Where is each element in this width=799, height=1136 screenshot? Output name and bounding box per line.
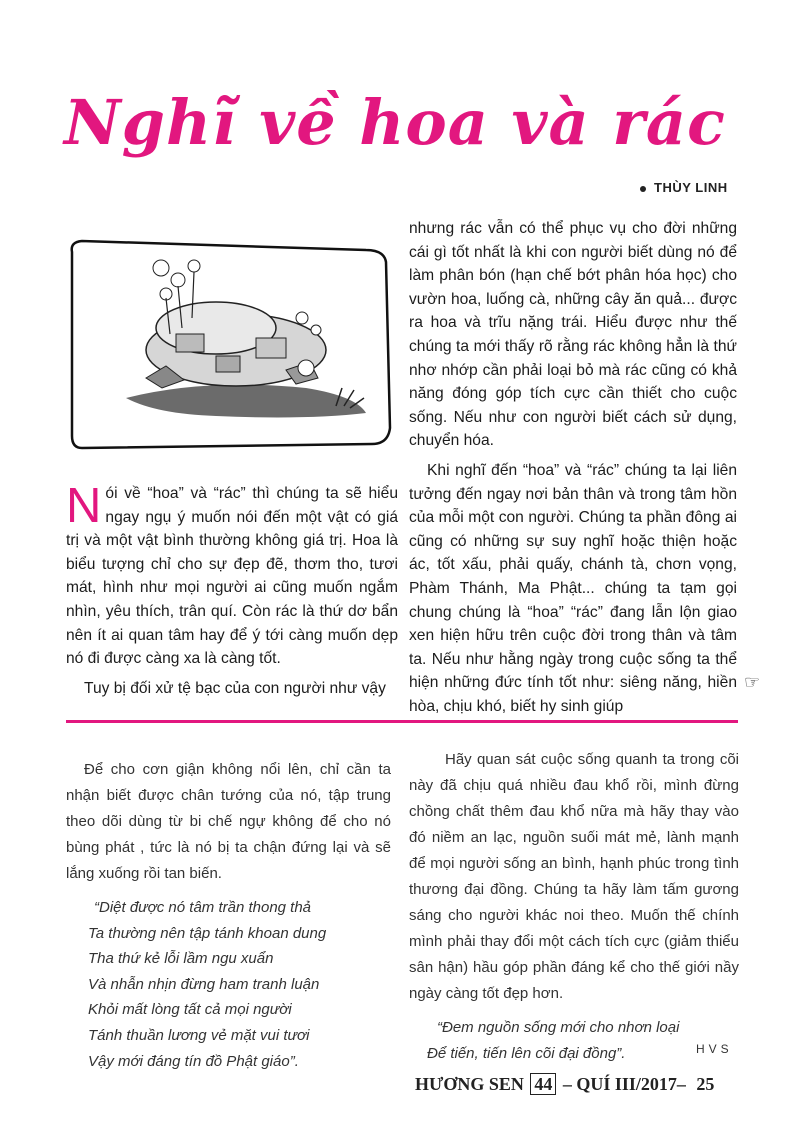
paragraph: Để cho cơn giận không nổi lên, chỉ cần ta nhận biết được chân tướng của nó, tập trung theo dõi dùng từ bi chế ngự không để cho nó bùng phát , tức là nó bị ta chận đứng lại và sẽ lắng xuống rồi tan biến.	[66, 761, 391, 882]
poem-line: “Đem nguồn sống mới cho nhơn loại	[437, 1019, 680, 1036]
page-footer	[415, 1073, 714, 1095]
bullet-icon	[640, 186, 646, 192]
dropcap-letter: N	[66, 479, 102, 533]
paragraph: Tuy bị đối xử tệ bạc của con người như vậy	[84, 679, 386, 697]
magazine-name: HƯƠNG SEN	[415, 1074, 524, 1094]
poem-line: Tha thứ kẻ lỗi lầm ngu xuẩn	[88, 950, 274, 968]
poem-verse	[409, 1015, 739, 1066]
poem-line: Để tiến, tiến lên cõi đại đồng”.	[427, 1044, 626, 1062]
article-column-left	[66, 479, 398, 706]
paragraph: Hãy quan sát cuộc sống quanh ta trong cõi này đã chịu quá nhiều đau khổ rồi, mình đừng chồng chất thêm đau khổ nữa mà hãy thay vào đó niềm an lạc, nguồn suối mát mẻ, lành mạnh để mọi người sống an bình, hạnh phúc trong tình thương đại đồng. Chúng ta hãy làm tấm gương sáng cho người khác noi theo. Muốn thế chính mình phải thay đổi một cách tích cực (giảm thiểu sân hận) hầu góp phần đáng kể cho thế giới nầy ngày càng tốt đẹp hơn.	[409, 751, 739, 1002]
bottom-column-right	[409, 747, 739, 1066]
poem-line: “Diệt được nó tâm trần thong thả	[94, 899, 312, 916]
issue-period: – QUÍ III/2017–	[562, 1074, 686, 1094]
paragraph-intro	[66, 479, 398, 671]
poem-verse	[66, 895, 391, 1074]
bottom-column-left	[66, 757, 391, 1074]
article-column-right	[409, 217, 737, 724]
signature: HVS	[696, 1042, 733, 1056]
article-illustration	[66, 238, 396, 456]
page-number: 25	[696, 1074, 715, 1094]
article-title: Nghĩ về hoa và rác	[64, 86, 726, 159]
paragraph: nhưng rác vẫn có thể phục vụ cho đời những cái gì tốt nhất là khi con người biết dùng nó để làm phân bón (hạn chế bớt phân hóa học) cho vườn hoa, luống cà, những cây ăn quả... được ra hoa và trĩu nặng trái. Hiểu được như thế chúng ta mới thấy rõ rằng rác không hẳn là thứ nhơ nhớp cần phải loại bỏ mà rác cũng có khả năng đóng góp tích cực cần thiết cho cuộc sống. Nếu như con người biết cách sử dụng, chuyển hóa.	[409, 220, 737, 450]
paragraph-intro-text: ói về “hoa” và “rác” thì chúng ta sẽ hiểu ngay ngụ ý muốn nói đến một vật có giá trị và một vật bình thường không giá trị. Hoa là biểu tượng chỉ cho sự đẹp đẽ, thơm tho, tươi mát, hình như mọi người ai cũng muốn ngắm nhìn, yêu thích, trân quí. Còn rác là thứ dơ bẩn nên ít ai quan tâm hay để ý tới càng muốn dẹp nó đi được càng xa là càng tốt.	[66, 485, 398, 668]
author-name: THÙY LINH	[654, 180, 728, 195]
pointing-hand-icon: ☞	[744, 672, 761, 693]
paragraph: Khi nghĩ đến “hoa” và “rác” chúng ta lại liên tưởng đến ngay nơi bản thân và trong tâm hồn của mỗi một con người. Chúng ta phần đông ai cũng có những sự suy nghĩ hoặc thiện hoặc ác, tốt xấu, phải quấy, chánh tà, chơn vọng, Phàm Thánh, Ma Phật... chúng ta tạm gọi chung chúng là “hoa” “rác” đang lẫn lộn giao xen hiện hữu trên cuộc đời trong thân và tâm ta. Nếu như hằng ngày trong cuộc sống ta thể hiện những đức tính tốt như: siêng năng, hiền hòa, chịu khó, biết hy sinh giúp	[409, 461, 737, 715]
section-divider	[66, 720, 738, 723]
poem-line: Ta thường nên tập tánh khoan dung	[88, 924, 327, 942]
garbage-flowers-drawing	[66, 238, 396, 456]
author-byline	[640, 180, 728, 195]
poem-line: Tánh thuần lương vẻ mặt vui tươi	[88, 1026, 310, 1044]
poem-line: Khỏi mất lòng tất cả mọi người	[88, 1001, 292, 1019]
poem-line: Và nhẫn nhịn đừng ham tranh luận	[88, 975, 320, 993]
issue-number: 44	[530, 1073, 556, 1095]
poem-line: Vậy mới đáng tín đồ Phật giáo”.	[88, 1052, 299, 1070]
